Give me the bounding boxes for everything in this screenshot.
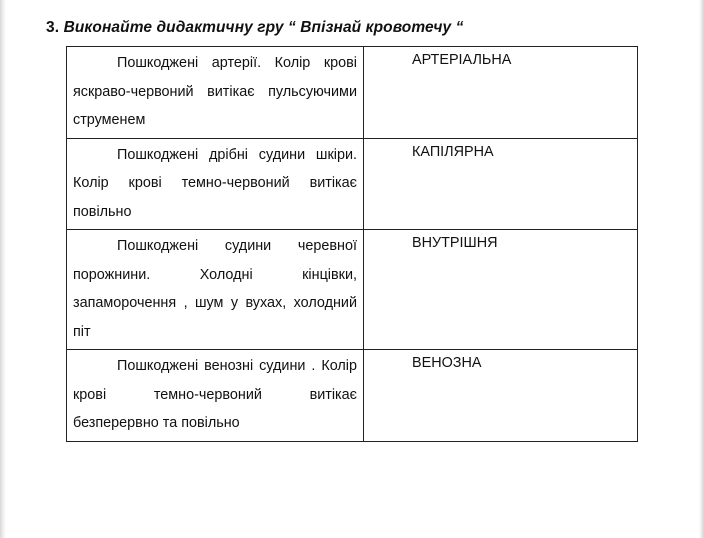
task-heading [46, 19, 464, 37]
bleeding-type: АРТЕРІАЛЬНА [364, 47, 638, 139]
page-edge-right [699, 0, 704, 538]
bleeding-type: КАПІЛЯРНА [364, 138, 638, 230]
page-edge-left [0, 0, 6, 538]
bleeding-description: Пошкоджені судини черевної порожнини. Холодні кінцівки, запаморочення , шум у вухах, холодний піт [67, 230, 364, 350]
bleeding-description: Пошкоджені дрібні судини шкіри. Колір крові темно-червоний витікає повільно [67, 138, 364, 230]
task-text: Виконайте дидактичну гру “ Впізнай кровотечу “ [63, 19, 464, 36]
table-row [67, 138, 638, 230]
task-number: 3. [46, 19, 60, 36]
table-row [67, 350, 638, 442]
bleeding-description: Пошкоджені венозні судини . Колір крові темно-червоний витікає безперервно та повільно [67, 350, 364, 442]
table-row [67, 230, 638, 350]
table-row [67, 47, 638, 139]
bleeding-type: ВЕНОЗНА [364, 350, 638, 442]
bleeding-type: ВНУТРІШНЯ [364, 230, 638, 350]
bleeding-types-table [66, 46, 638, 442]
bleeding-description: Пошкоджені артерії. Колір крові яскраво-червоний витікає пульсуючими струменем [67, 47, 364, 139]
